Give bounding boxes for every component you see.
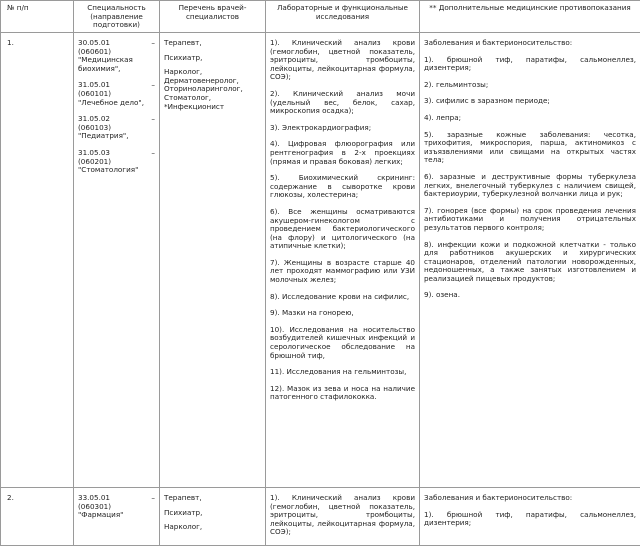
labs-cell — [266, 33, 420, 488]
specialty-name: "Лечебное дело", — [78, 99, 145, 108]
lab-item: 4). Цифровая флюорография или рентгенография в 2-х проекциях (прямая и правая боковая) легких; — [270, 140, 415, 166]
header-number: № п/п — [1, 1, 74, 33]
contra-item: 1). брюшной тиф, паратифы, сальмонеллез, дизентерия; — [424, 56, 636, 73]
specialty-code: 33.05.01 (060301) — [78, 494, 145, 511]
row-number: 1. — [1, 33, 74, 488]
header-row — [1, 1, 640, 33]
row-number: 2. — [1, 488, 74, 546]
contra-item: 9). озена. — [424, 291, 636, 300]
contraindications-cell — [420, 33, 640, 488]
specialty-name: "Педиатрия", — [78, 132, 145, 141]
lab-item: 1). Клинический анализ крови (гемоглобин, цветной показатель, эритроциты, тромбоциты, лейкоциты, лейкоцитарная формула, СОЭ); — [270, 39, 415, 82]
table-row — [1, 33, 640, 488]
doctors-cell — [160, 488, 266, 546]
lab-item: 6). Все женщины осматриваются акушером-гинекологом с проведением бактериологического (на флору) и цитологического (на атипичные клетки); — [270, 208, 415, 251]
specialty-dash: – — [145, 494, 155, 520]
specialty-dash: – — [145, 81, 155, 107]
specialty-dash: – — [145, 115, 155, 141]
contra-item: 4). лепра; — [424, 114, 636, 123]
lab-item: 7). Женщины в возрасте старше 40 лет проходят маммографию или УЗИ молочных желез; — [270, 259, 415, 285]
lab-item: 3). Электрокардиография; — [270, 124, 415, 133]
contra-item: 2). гельминтозы; — [424, 81, 636, 90]
lab-item: 9). Мазки на гонорею, — [270, 309, 415, 318]
labs-cell — [266, 488, 420, 546]
specialty-item — [78, 149, 155, 175]
specialty-name: "Стоматология" — [78, 166, 145, 175]
specialty-code: 31.05.01 (060101) — [78, 81, 145, 98]
specialty-code: 31.05.03 (060201) — [78, 149, 145, 166]
lab-item: 1). Клинический анализ крови (гемоглобин, цветной показатель, эритроциты, тромбоциты, лейкоциты, лейкоцитарная формула, СОЭ); — [270, 494, 415, 537]
doctor-item: Нарколог, Дерматовенеролог, Оториноларинголог, Стоматолог, *Инфекционист — [164, 68, 261, 111]
contra-heading: Заболевания и бактерионосительство: — [424, 39, 636, 48]
contra-item: 3). сифилис в заразном периоде; — [424, 97, 636, 106]
specialty-code: 30.05.01 (060601) — [78, 39, 145, 56]
specialty-code: 31.05.02 (060103) — [78, 115, 145, 132]
specialty-name: "Медицинская биохимия", — [78, 56, 145, 73]
specialty-item — [78, 115, 155, 141]
lab-item: 2). Клинический анализ мочи (удельный вес, белок, сахар, микроскопия осадка); — [270, 90, 415, 116]
specialty-item — [78, 81, 155, 107]
contra-item: 8). инфекции кожи и подкожной клетчатки - только для работников акушерских и хирургических стационаров, отделений патологии новорожденных, недоношенных, а также занятых изготовлением и реализацией пищевых продуктов; — [424, 241, 636, 284]
contra-item: 5). заразные кожные заболевания: чесотка, трихофития, микроспория, парша, актиномикоз с изъязвлениями или свищами на открытых частях тела; — [424, 131, 636, 165]
doctor-item: Психиатр, — [164, 54, 261, 63]
doctor-item: Терапевт, — [164, 39, 261, 48]
contra-item: 6). заразные и деструктивные формы туберкулеза легких, внелегочный туберкулез с наличием свищей, бактериоурии, туберкулезной волчанки лица и рук; — [424, 173, 636, 199]
lab-item: 5). Биохимический скрининг: содержание в сыворотке крови глюкозы, холестерина; — [270, 174, 415, 200]
header-doctors: Перечень врачей-специалистов — [160, 1, 266, 33]
contra-heading: Заболевания и бактерионосительство: — [424, 494, 636, 503]
specialty-item — [78, 39, 155, 73]
header-contraindications: ** Дополнительные медицинские противопоказания — [420, 1, 640, 33]
doctors-cell — [160, 33, 266, 488]
lab-item: 12). Мазок из зева и носа на наличие патогенного стафилококка. — [270, 385, 415, 402]
lab-item: 11). Исследования на гельминтозы, — [270, 368, 415, 377]
header-labs: Лабораторные и функциональные исследования — [266, 1, 420, 33]
header-specialty: Специальность (направление подготовки) — [74, 1, 160, 33]
specialty-item — [78, 494, 155, 520]
lab-item: 10). Исследования на носительство возбудителей кишечных инфекций и серологическое обследование на брюшной тиф, — [270, 326, 415, 360]
specialty-dash: – — [145, 149, 155, 175]
contra-item: 1). брюшной тиф, паратифы, сальмонеллез, дизентерия; — [424, 511, 636, 528]
doctor-item: Психиатр, — [164, 509, 261, 518]
doctor-item: Нарколог, — [164, 523, 261, 532]
table-row — [1, 488, 640, 546]
specialty-cell — [74, 488, 160, 546]
specialty-cell — [74, 33, 160, 488]
contraindications-cell — [420, 488, 640, 546]
specialty-name: "Фармация" — [78, 511, 145, 520]
contra-item: 7). гонорея (все формы) на срок проведения лечения антибиотиками и получения отрицательных результатов первого контроля; — [424, 207, 636, 233]
specialty-dash: – — [145, 39, 155, 73]
doctor-item: Терапевт, — [164, 494, 261, 503]
lab-item: 8). Исследование крови на сифилис, — [270, 293, 415, 302]
